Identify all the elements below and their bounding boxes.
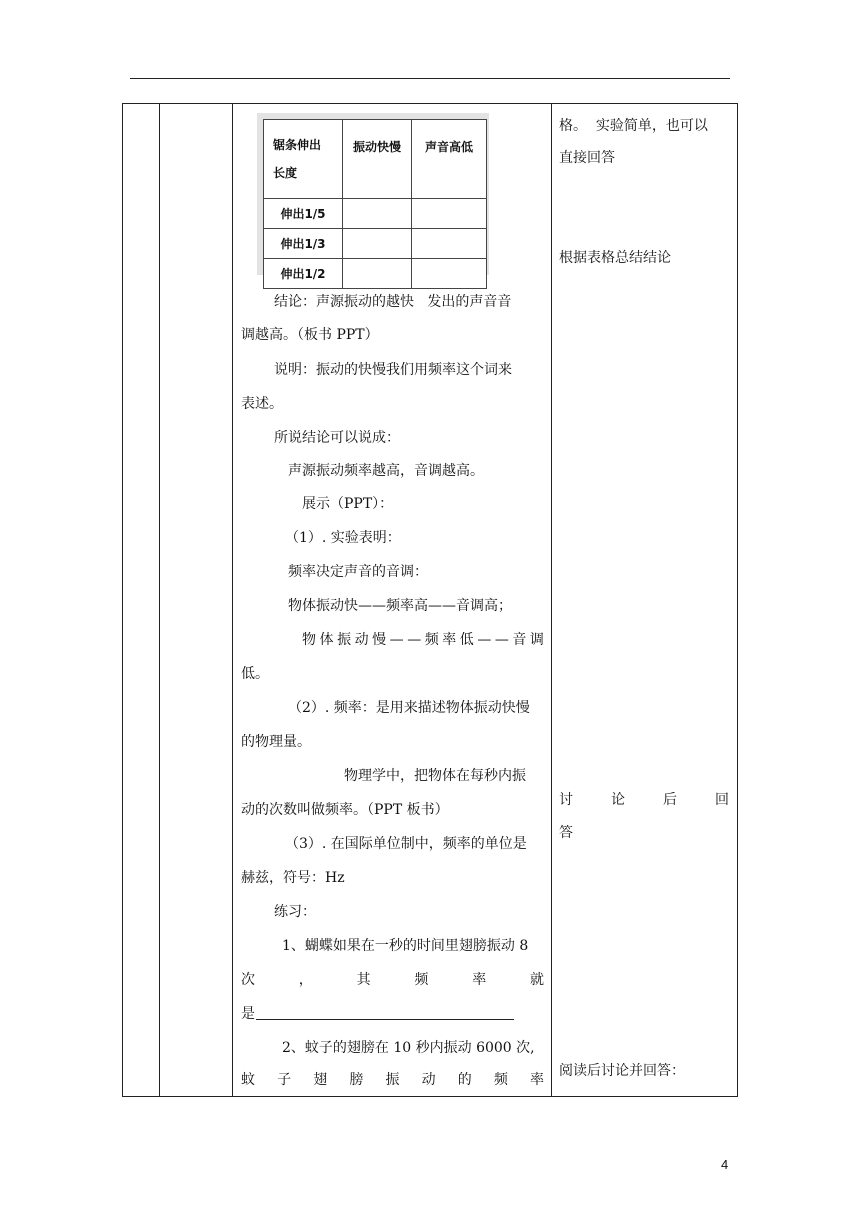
data-table [263,119,487,289]
table-cell [343,229,412,259]
right-note-line-3: 根据表格总结结论 [559,250,671,266]
question1-line-1: 1、蝴蝶如果在一秒的时间里翅膀振动 8 [282,938,529,954]
right-note-line-1: 格。 实验简单，也可以 [559,118,708,134]
header-length: 锯条伸出 长度 [264,120,343,199]
right-read-line: 阅读后讨论并回答： [559,1063,685,1079]
column-divider-3 [551,104,552,1096]
right-discuss-line-2: 答 [559,825,573,841]
show-line: 展示（PPT）： [302,496,394,512]
table-cell [343,199,412,229]
item2-line-2: 的物理量。 [241,734,311,750]
item3-line-2: 赫兹，符号：Hz [241,870,345,886]
question2-line-2: 蚊 子 翅 膀 振 动 的 频 率 [241,1072,544,1088]
conclusion-line-2: 调越高。（板书 PPT） [241,327,379,343]
answer-blank-line [256,1019,514,1020]
item2-line-1: （2）. 频率：是用来描述物体振动快慢 [288,700,530,716]
conclusion-line-1: 结论：声源振动的越快 发出的声音音 [274,294,512,310]
column-divider-2 [232,104,233,1096]
table-cell [412,259,487,289]
restate-line: 所说结论可以说成： [274,430,400,446]
right-note-line-2: 直接回答 [559,150,615,166]
row-label: 伸出1/5 [264,199,343,229]
restate-line-2: 声源振动频率越高，音调越高。 [288,463,484,479]
question1-line-2: 次 ， 其 频 率 就 [241,972,544,988]
header-rule [130,78,730,79]
page-number: 4 [721,1157,729,1172]
item2-line-3: 物理学中，把物体在每秒内振 [344,768,526,784]
explain-line-2: 表述。 [241,396,283,412]
row-label: 伸出1/3 [264,229,343,259]
data-table-figure [257,113,489,281]
item1-b-line: 物体振动快——频率高——音调高； [288,598,512,614]
table-cell [412,229,487,259]
header-pitch: 声音高低 [412,120,487,199]
item2-line-4: 动的次数叫做频率。（PPT 板书） [241,802,449,818]
item1-c-line: 物 体 振 动 慢 — — 频 率 低 — — 音 调 [302,632,544,648]
item3-line-1: （3）. 在国际单位制中，频率的单位是 [285,836,527,852]
question1-line-3: 是 [241,1006,255,1022]
row-label: 伸出1/2 [264,259,343,289]
right-discuss-line: 讨 论 后 回 [559,792,729,808]
item1-line: （1）. 实验表明： [285,530,401,546]
practice-heading: 练习： [274,904,316,920]
header-vibration: 振动快慢 [343,120,412,199]
table-cell [412,199,487,229]
table-cell [343,259,412,289]
item1-a-line: 频率决定声音的音调： [288,564,428,580]
item1-c-line-2: 低。 [241,666,269,682]
column-divider-1 [159,104,160,1096]
explain-line-1: 说明：振动的快慢我们用频率这个词来 [274,362,512,378]
question2-line-1: 2、蚊子的翅膀在 10 秒内振动 6000 次, [282,1040,535,1056]
